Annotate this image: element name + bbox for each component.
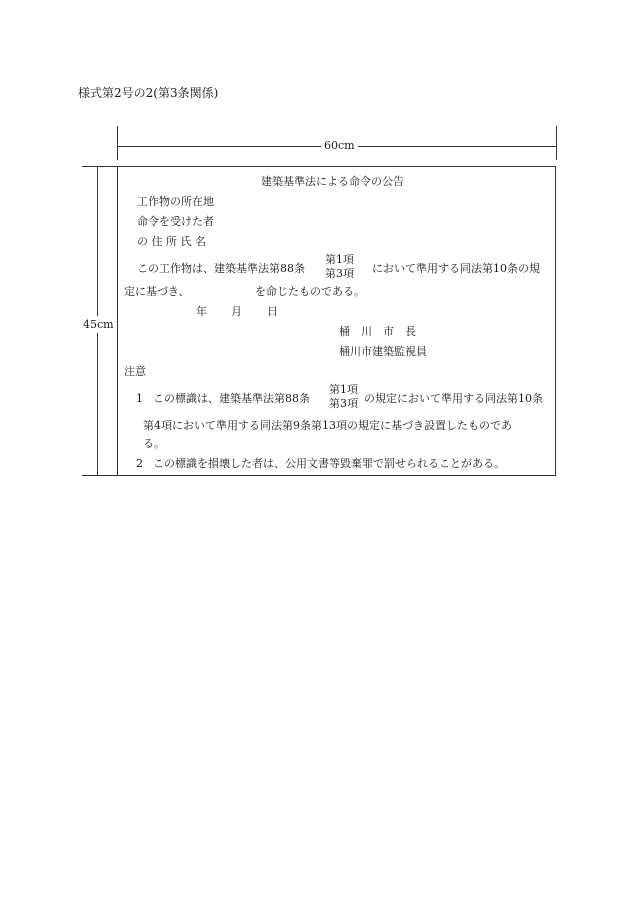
note1-part1: この標識は、建築基準法第88条 [153, 392, 310, 405]
note1-number: 1 [136, 392, 143, 405]
notice-title: 建築基準法による命令の公告 [261, 175, 404, 188]
form-number: 様式第2号の2(第3条関係) [78, 86, 219, 100]
notice-sign [117, 166, 556, 476]
note1-clause-a: 第1項 [329, 383, 358, 396]
notice-body-part1: この工作物は、建築基準法第88条 [137, 262, 305, 275]
notice-body-part2: において準用する同法第10条の規 [372, 262, 540, 275]
height-dimension-label: 45cm [83, 318, 114, 331]
note1-line2: 第4項において準用する同法第9条第13項の規定に基づき設置したものであ [143, 419, 512, 432]
width-dimension-label: 60cm [321, 139, 358, 152]
date-day: 日 [267, 305, 278, 318]
notice-clause-b: 第3項 [325, 267, 354, 280]
width-dimension-left-tick [117, 126, 118, 160]
height-dimension-top-tick [82, 166, 117, 167]
note1-line3: る。 [143, 437, 165, 450]
recipient-label-line2: の 住 所 氏 名 [137, 235, 206, 248]
note1-clause-stack [329, 383, 358, 411]
issuer-mayor: 桶 川 市 長 [339, 325, 416, 338]
note1-clause-b: 第3項 [329, 397, 358, 410]
notice-clause-a: 第1項 [325, 253, 354, 266]
date-year: 年 [196, 305, 207, 318]
note1-part2: の規定において準用する同法第10条 [364, 392, 543, 405]
recipient-label-line1: 命令を受けた者 [137, 215, 214, 228]
date-month: 月 [231, 305, 242, 318]
notes-heading: 注意 [124, 365, 146, 378]
notice-body-line2-b: を命じたものである。 [255, 285, 365, 298]
location-label: 工作物の所在地 [137, 195, 214, 208]
notice-clause-stack [325, 253, 354, 281]
issuer-inspector: 桶川市建築監視員 [339, 345, 427, 358]
width-dimension-right-tick [556, 126, 557, 160]
note2-number: 2 [136, 457, 143, 470]
notice-body-line2-a: 定に基づき、 [124, 285, 190, 298]
note2-text: この標識を損壊した者は、公用文書等毀棄罪で罰せられることがある。 [153, 457, 505, 470]
height-dimension-bottom-tick [82, 475, 117, 476]
